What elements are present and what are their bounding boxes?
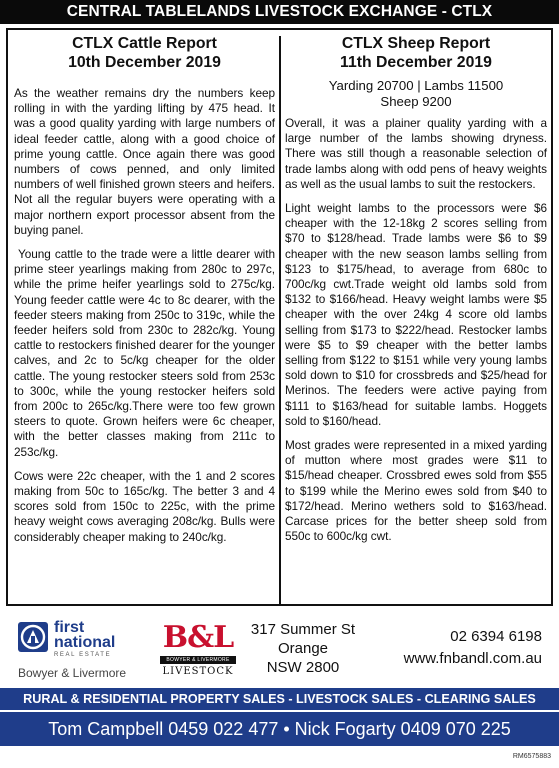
cattle-report-title: CTLX Cattle Report [72,35,217,52]
column-divider [279,36,281,604]
cattle-paragraph-2: Young cattle to the trade were a little dearer with prime steer yearlings making from 280c to 297c, while the prime heifer yearlings sold to 275c/kg. Young feeder cattle were 4c to 8c dearer, with the feeder steers making from 250c to 319c, while the feeder heifers sold from 230c to 282c/kg. Young cattle to restockers finished dearer for the younger calves, and 2c to 5c/kg cheaper for the older cattle. The young restocker steers sold from 253c to 300c, while the young restocker heifers sold from 200c to 265c/kg.There were too few grown steers to quote. Grown heifers were 6c cheaper, with the better classes making from 211c to 253c/kg. [14,247,275,459]
website-link[interactable]: www.fnbandl.com.au [403,650,542,667]
fn-logo-national: national [54,634,116,651]
address-street: 317 Summer St [250,621,356,638]
address-state: NSW 2800 [266,659,340,676]
ad-reference: RM6575883 [512,753,551,760]
header-banner: CENTRAL TABLELANDS LIVESTOCK EXCHANGE - CTLX [0,0,559,24]
first-national-logo [18,620,150,684]
fn-logo-real-estate: REAL ESTATE [54,652,112,658]
sheep-report-date: 11th December 2019 [340,54,492,71]
fn-branch-name: Bowyer & Livermore [18,666,127,680]
cattle-report [14,34,275,545]
sheep-report [285,34,547,544]
advertiser-footer [0,612,559,688]
cattle-paragraph-1: As the weather remains dry the numbers keep rolling in with the yarding lifting by 475 head. It was a good quality yarding with large numbers of ideal feeder cattle, along with a good choice of prime young cattle. Once again there was good numbers of cows penned, and only limited numbers of well finished grown steers and heifers. Not all the regular buyers were operating with a major northern export processor absent from the buying panel. [14,86,275,237]
sheep-yarding-line: Yarding 20700 | Lambs 11500 [328,78,504,93]
bl-logo-mark: B&L [162,620,234,655]
first-national-emblem-icon [18,622,48,652]
services-bar: RURAL & RESIDENTIAL PROPERTY SALES - LIVESTOCK SALES - CLEARING SALES [0,688,559,710]
cattle-report-date: 10th December 2019 [68,54,221,71]
bl-logo-livestock: LIVESTOCK [162,666,234,677]
contact-block [372,626,542,670]
fn-logo-first: first [54,619,85,636]
address-block [244,620,362,677]
address-town: Orange [277,640,329,657]
bl-logo-bar: BOWYER & LIVERMORE [160,656,236,664]
sheep-paragraph-1: Overall, it was a plainer quality yarding with a large number of the lambs showing dryness. There was still though a reasonable selection of trade lambs along with odd pens of heavy weights as well as the usual lambs to suit the restockers. [285,116,547,191]
sheep-report-title: CTLX Sheep Report [341,35,491,52]
phone-number[interactable]: 02 6394 6198 [450,628,542,645]
sheep-paragraph-2: Light weight lambs to the processors were $6 cheaper with the 12-18kg 2 scores selling from $70 to $128/head. Trade lambs were $6 to $9 cheaper with the new season lambs selling from $123 to $175/head, to average from 680c to 700c/kg cwt.Trade weight old lambs sold from $132 to $166/head. Heavy weight lambs were $5 cheaper with the over 24kg 4 score old lambs selling from $173 to $222/head. Restocker lambs were $5 to $9 cheaper with the better lambs selling from $122 to $151 while very young lambs sold down to $10 for crossbreds and $25/head for Merinos. The feeders were active paying from $111 to $163/head for suitable lambs. Hoggets sold to $160/head. [285,201,547,428]
bl-livestock-logo [160,622,236,682]
sheep-paragraph-3: Most grades were represented in a mixed yarding of mutton where most grades were $11 to $15/head cheaper. Crossbred ewes sold from $55 to $199 while the Merino ewes sold from $40 to $172/head. Merino wethers sold to $163/head. Carcase prices for the better sheep sold from 550c to 600c/kg cwt. [285,438,547,544]
sheep-count-line: Sheep 9200 [380,94,452,109]
cattle-paragraph-3: Cows were 22c cheaper, with the 1 and 2 scores making from 50c to 165c/kg. The better 3 and 4 scores sold from 150c to 225c, with the prime heavy weight cows averaging 208c/kg. Bulls were considerably cheaper making to 240c/kg. [14,468,275,544]
agents-bar: Tom Campbell 0459 022 477 • Nick Fogarty 0409 070 225 [0,712,559,746]
